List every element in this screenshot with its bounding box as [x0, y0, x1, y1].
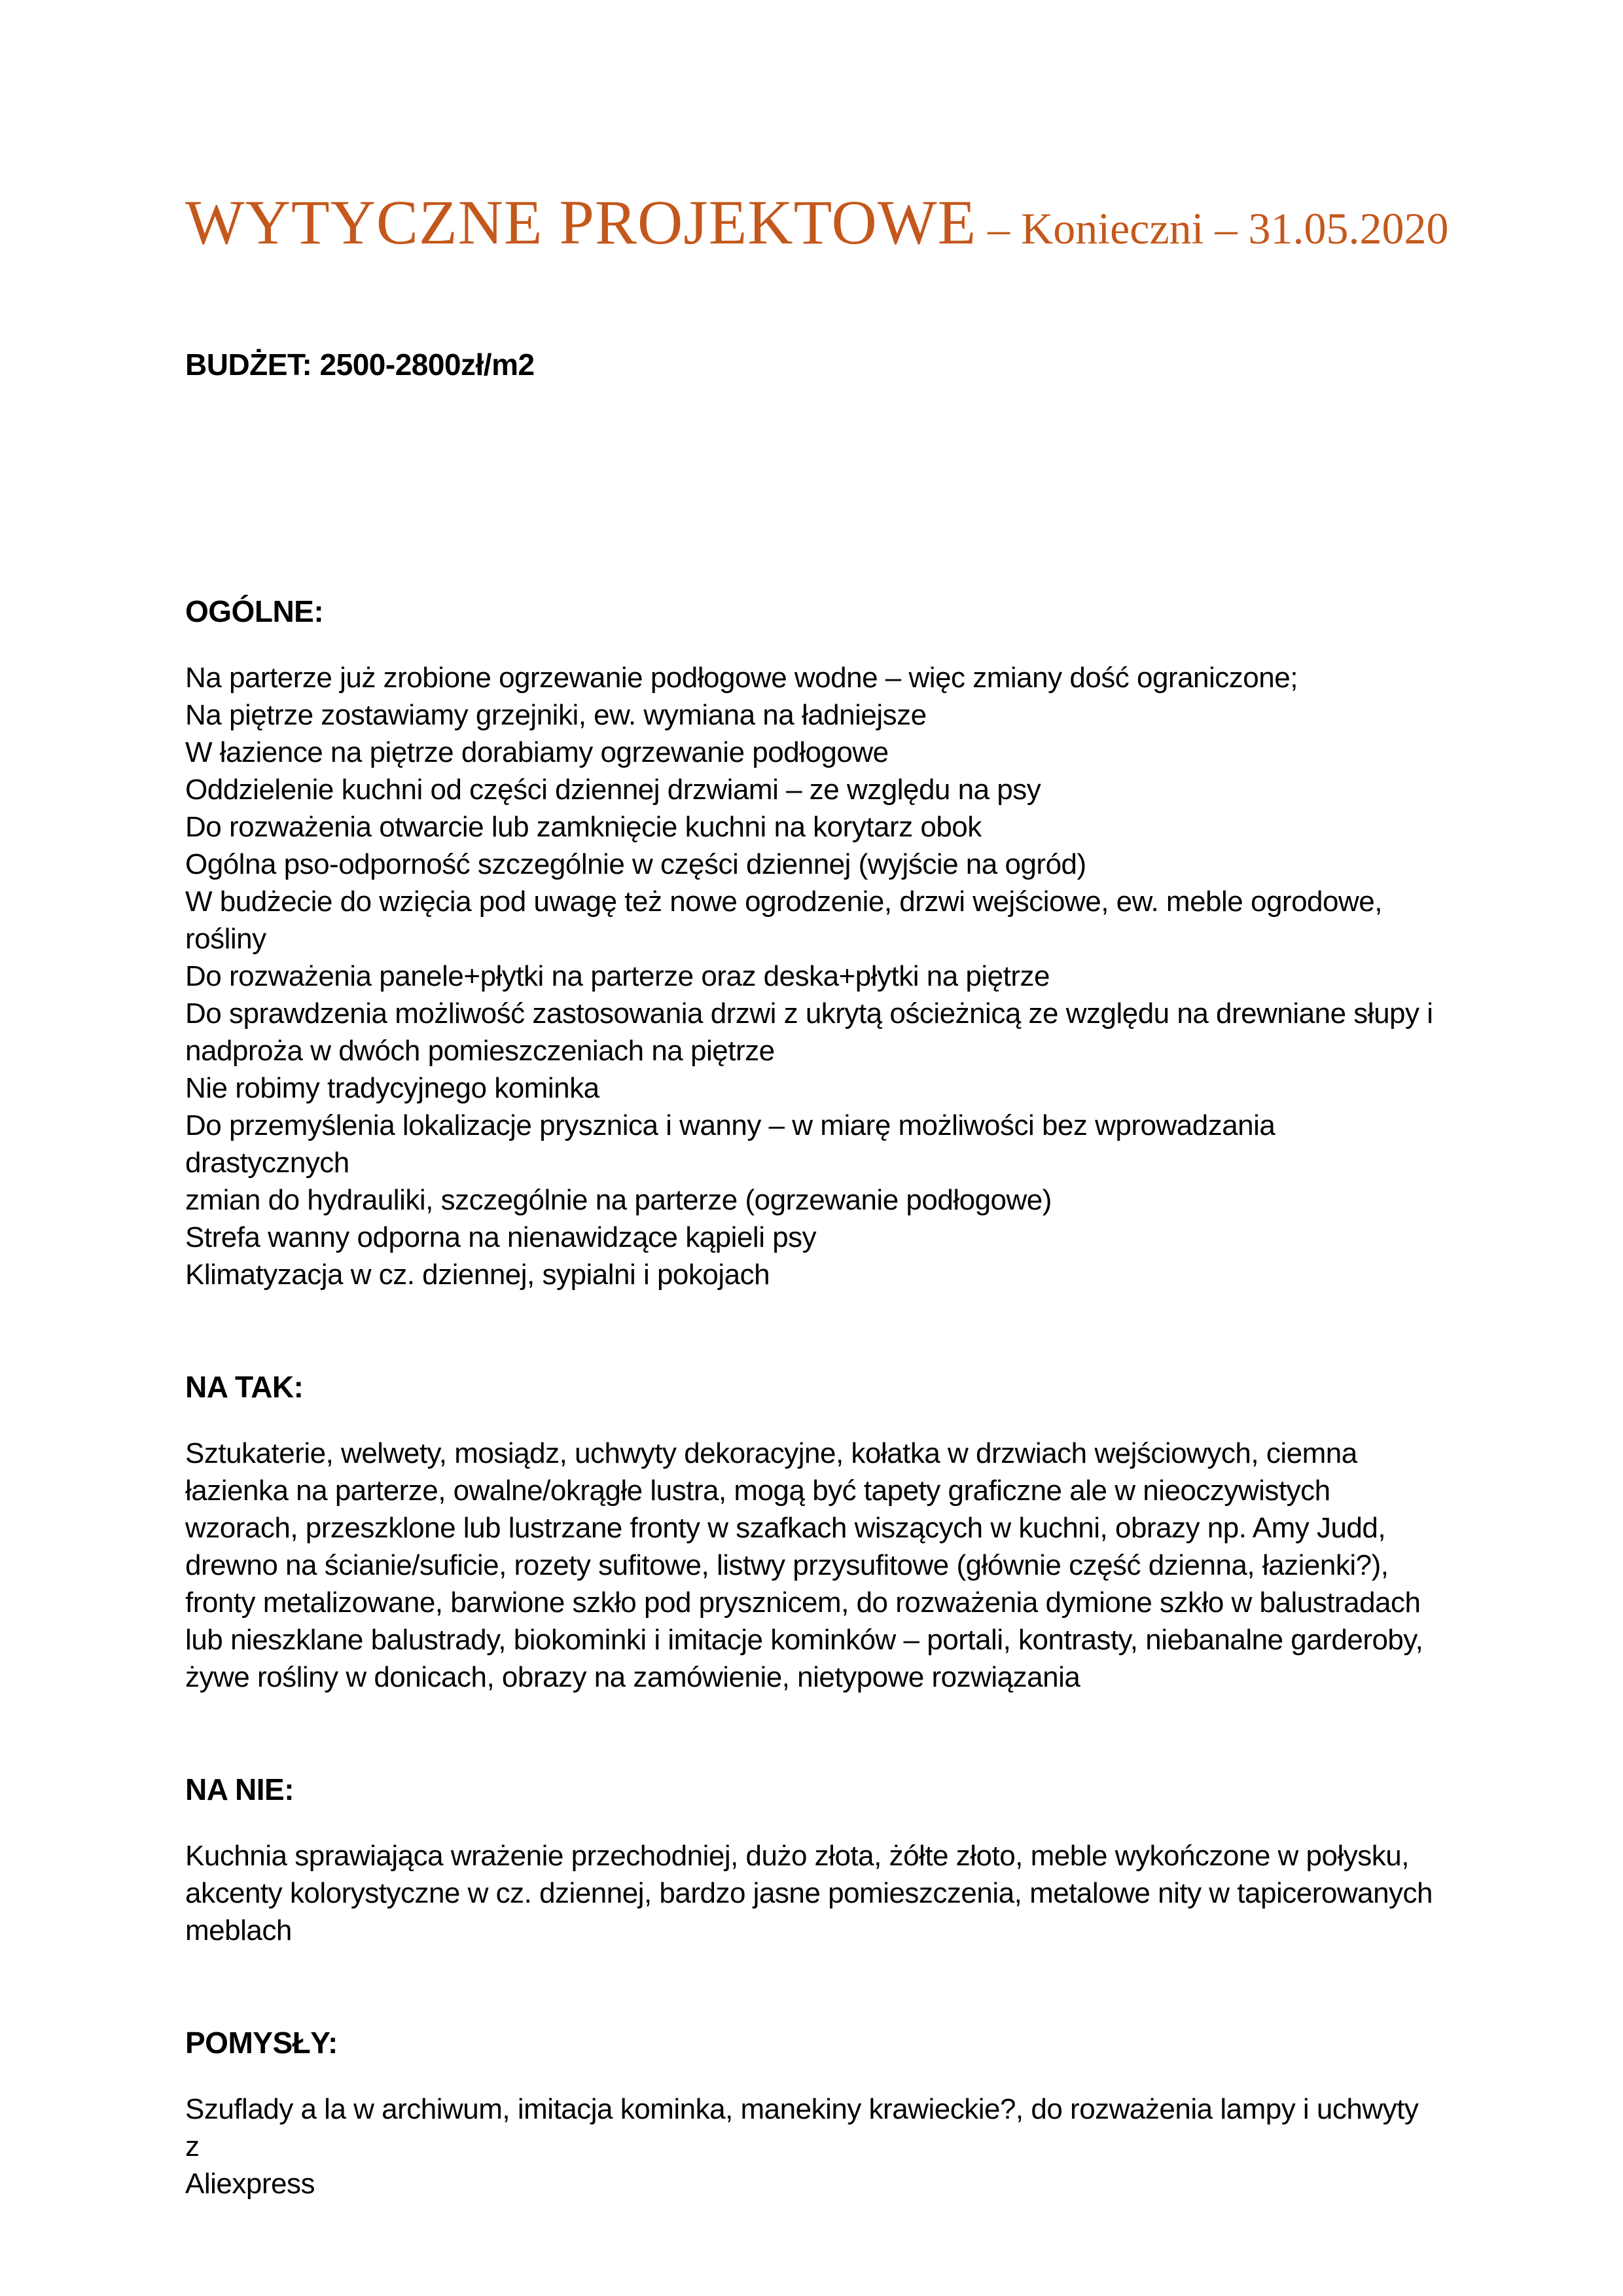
- section-heading: NA NIE:: [185, 1772, 294, 1806]
- text-line: Oddzielenie kuchni od części dziennej drzwiami – ze względu na psy: [185, 774, 1041, 806]
- section-heading: NA TAK:: [185, 1370, 304, 1404]
- text-line: Szuflady a la w archiwum, imitacja kominka, manekiny krawieckie?, do rozważenia lampy i uchwyty z: [185, 2093, 1419, 2162]
- section-lines: [185, 1435, 1440, 1696]
- document-section: [185, 1369, 1440, 1696]
- document-title: [185, 187, 1449, 264]
- text-line: drewno na ścianie/suficie, rozety sufitowe, listwy przysufitowe (głównie część dzienna, łazienki?),: [185, 1549, 1389, 1581]
- text-line: meblach: [185, 1914, 292, 1946]
- text-line: Nie robimy tradycyjnego kominka: [185, 1072, 599, 1104]
- text-line: Aliexpress: [185, 2168, 315, 2200]
- document-title-suffix: – Konieczni – 31.05.2020: [976, 204, 1449, 253]
- text-line: łazienka na parterze, owalne/okrągłe lustra, mogą być tapety graficzne ale w nieoczywistych: [185, 1475, 1330, 1507]
- text-line: wzorach, przeszklone lub lustrzane fronty w szafkach wiszących w kuchni, obrazy np. Amy Judd,: [185, 1512, 1386, 1544]
- text-line: akcenty kolorystyczne w cz. dziennej, bardzo jasne pomieszczenia, metalowe nity w tapicerowanych: [185, 1877, 1433, 1909]
- text-line: żywe rośliny w donicach, obrazy na zamówienie, nietypowe rozwiązania: [185, 1661, 1080, 1693]
- text-line: lub nieszklane balustrady, biokominki i imitacje kominków – portali, kontrasty, niebanalne garderoby,: [185, 1624, 1423, 1656]
- text-line: Do przemyślenia lokalizacje prysznica i wanny – w miarę możliwości bez wprowadzania drastycznych: [185, 1109, 1275, 1179]
- document-section: [185, 593, 1440, 1293]
- text-line: W łazience na piętrze dorabiamy ogrzewanie podłogowe: [185, 736, 889, 768]
- text-line: Do rozważenia panele+płytki na parterze oraz deska+płytki na piętrze: [185, 960, 1050, 992]
- text-line: zmian do hydrauliki, szczególnie na parterze (ogrzewanie podłogowe): [185, 1184, 1052, 1216]
- text-line: Do rozważenia otwarcie lub zamknięcie kuchni na korytarz obok: [185, 811, 982, 843]
- section-heading: OGÓLNE:: [185, 594, 324, 628]
- document-section: [185, 1771, 1440, 1949]
- section-lines: [185, 2090, 1440, 2202]
- budget-heading: BUDŻET: 2500-2800zł/m2: [185, 348, 535, 382]
- text-line: Na piętrze zostawiamy grzejniki, ew. wymiana na ładniejsze: [185, 699, 927, 731]
- document-section: [185, 2024, 1440, 2202]
- text-line: W budżecie do wzięcia pod uwagę też nowe ogrodzenie, drzwi wejściowe, ew. meble ogrodowe,: [185, 886, 1382, 918]
- text-line: Klimatyzacja w cz. dziennej, sypialni i pokojach: [185, 1259, 770, 1291]
- text-line: Strefa wanny odporna na nienawidzące kąpieli psy: [185, 1221, 817, 1253]
- section-lines: [185, 659, 1440, 1293]
- text-line: fronty metalizowane, barwione szkło pod prysznicem, do rozważenia dymione szkło w balustradach: [185, 1587, 1421, 1619]
- document-title-main: WYTYCZNE PROJEKTOWE: [185, 187, 977, 257]
- sections-container: [185, 593, 1440, 2202]
- text-line: Sztukaterie, welwety, mosiądz, uchwyty dekoracyjne, kołatka w drzwiach wejściowych, ciemna: [185, 1437, 1357, 1469]
- section-lines: [185, 1837, 1440, 1949]
- text-line: Ogólna pso-odporność szczególnie w części dziennej (wyjście na ogród): [185, 848, 1086, 880]
- text-line: Kuchnia sprawiająca wrażenie przechodniej, dużo złota, żółte złoto, meble wykończone w połysku,: [185, 1840, 1409, 1872]
- text-line: Na parterze już zrobione ogrzewanie podłogowe wodne – więc zmiany dość ograniczone;: [185, 662, 1298, 694]
- text-line: rośliny: [185, 923, 266, 955]
- section-heading: POMYSŁY:: [185, 2026, 338, 2060]
- text-line: Do sprawdzenia możliwość zastosowania drzwi z ukrytą ościeżnicą ze względu na drewniane słupy i: [185, 997, 1433, 1030]
- text-line: nadproża w dwóch pomieszczeniach na piętrze: [185, 1035, 775, 1067]
